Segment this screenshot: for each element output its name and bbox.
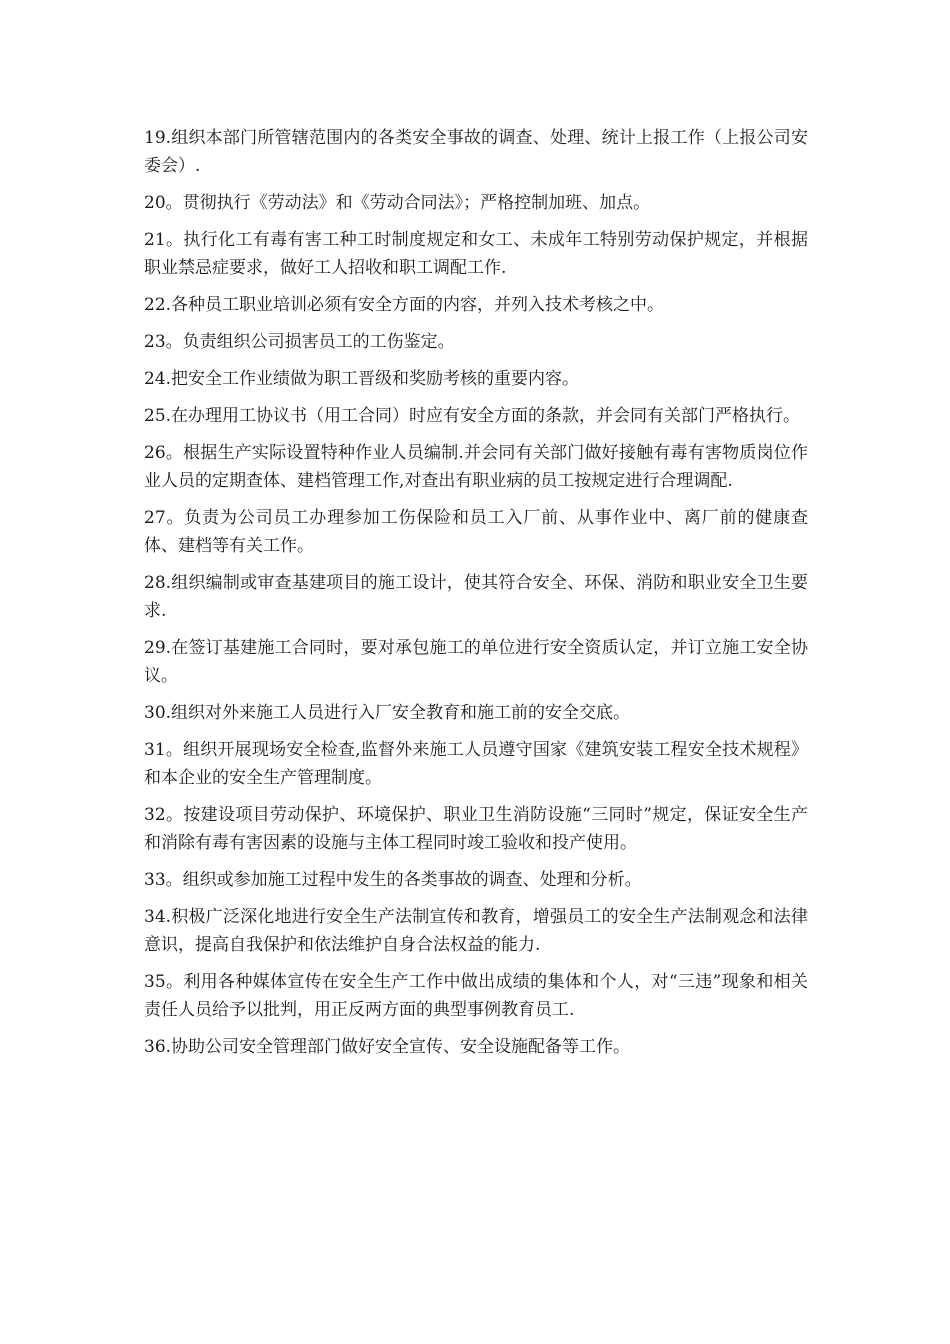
paragraph-33: 33。组织或参加施工过程中发生的各类事故的调查、处理和分析。 — [144, 870, 642, 890]
paragraph-26: 26。根据生产实际设置特种作业人员编制.并会同有关部门做好接触有毒有害物质岗位作业人员的定期查体、建档管理工作,对查出有职业病的员工按规定进行合理调配. — [144, 443, 808, 491]
paragraph-24: 24.把安全工作业绩做为职工晋级和奖励考核的重要内容。 — [144, 369, 580, 389]
paragraph-29: 29.在签订基建施工合同时，要对承包施工的单位进行安全资质认定，并订立施工安全协议。 — [144, 638, 808, 686]
paragraph-19: 19.组织本部门所管辖范围内的各类安全事故的调查、处理、统计上报工作（上报公司安委会）. — [144, 128, 808, 176]
paragraph-20: 20。贯彻执行《劳动法》和《劳动合同法》；严格控制加班、加点。 — [144, 193, 651, 213]
paragraph-21: 21。执行化工有毒有害工种工时制度规定和女工、未成年工特别劳动保护规定，并根据职业禁忌症要求，做好工人招收和职工调配工作. — [144, 230, 808, 278]
paragraph-31: 31。组织开展现场安全检查,监督外来施工人员遵守国家《建筑安装工程安全技术规程》和本企业的安全生产管理制度。 — [144, 740, 808, 788]
paragraph-27: 27。负责为公司员工办理参加工伤保险和员工入厂前、从事作业中、离厂前的健康查体、建档等有关工作。 — [144, 508, 808, 556]
document-body — [144, 124, 808, 1070]
paragraph-23: 23。负责组织公司损害员工的工伤鉴定。 — [144, 332, 455, 352]
paragraph-30: 30.组织对外来施工人员进行入厂安全教育和施工前的安全交底。 — [144, 703, 631, 723]
paragraph-32: 32。按建设项目劳动保护、环境保护、职业卫生消防设施“三同时”规定，保证安全生产和消除有毒有害因素的设施与主体工程同时竣工验收和投产使用。 — [144, 805, 808, 853]
paragraph-35: 35。利用各种媒体宣传在安全生产工作中做出成绩的集体和个人，对“三违”现象和相关责任人员给予以批判，用正反两方面的典型事例教育员工. — [144, 972, 808, 1020]
paragraph-22: 22.各种员工职业培训必须有安全方面的内容，并列入技术考核之中。 — [144, 295, 665, 315]
paragraph-34: 34.积极广泛深化地进行安全生产法制宣传和教育，增强员工的安全生产法制观念和法律意识，提高自我保护和依法维护自身合法权益的能力. — [144, 907, 808, 955]
paragraph-36: 36.协助公司安全管理部门做好安全宣传、安全设施配备等工作。 — [144, 1037, 631, 1057]
paragraph-25: 25.在办理用工协议书（用工合同）时应有安全方面的条款，并会同有关部门严格执行。 — [144, 406, 801, 426]
paragraph-28: 28.组织编制或审查基建项目的施工设计，使其符合安全、环保、消防和职业安全卫生要求. — [144, 573, 808, 621]
